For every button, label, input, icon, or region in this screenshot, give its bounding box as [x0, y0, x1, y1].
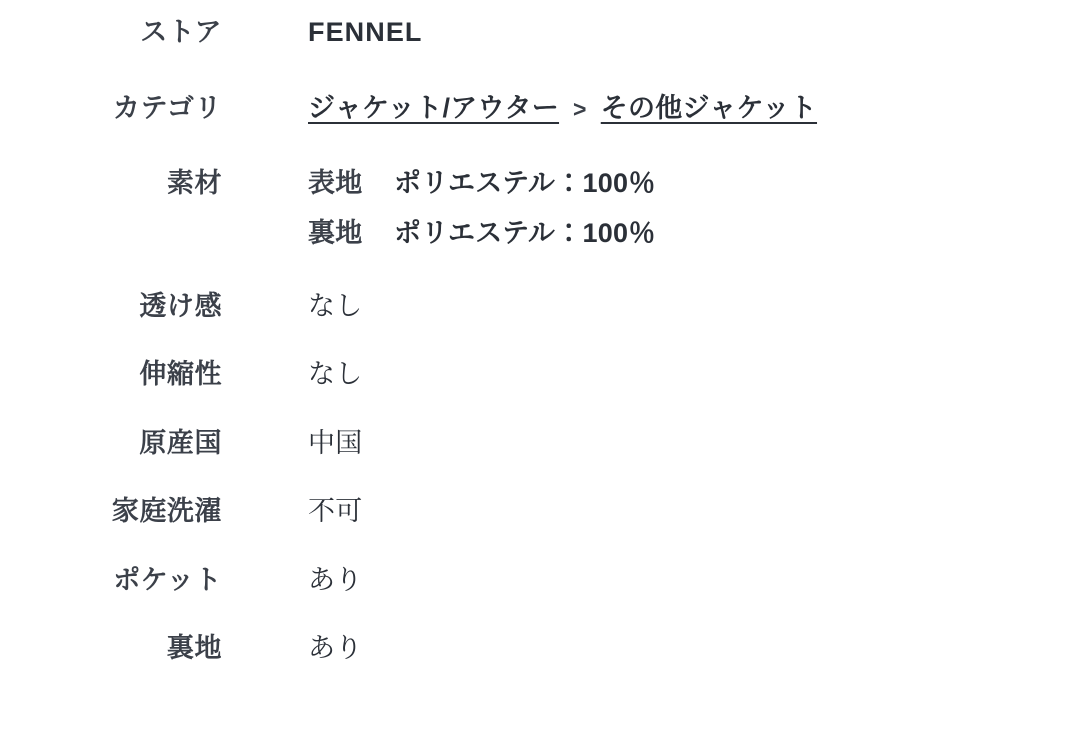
spec-value-home-wash: 不可 [308, 496, 363, 527]
spec-value-sheerness: なし [308, 290, 363, 321]
spec-row-home-wash [0, 493, 1080, 529]
spec-label-material: 素材 [166, 167, 222, 198]
spec-label-home-wash: 家庭洗濯 [111, 496, 222, 527]
material-line-lining [308, 215, 656, 251]
category-separator: > [573, 96, 587, 123]
material-sublabel-lining: 裏地 [308, 218, 363, 249]
spec-label-origin: 原産国 [139, 427, 222, 458]
material-sublabel-outer: 表地 [308, 167, 363, 198]
spec-value-store: FENNEL [308, 17, 423, 47]
material-block [308, 165, 656, 252]
spec-label-store: ストア [140, 17, 222, 47]
spec-label-sheerness: 透け感 [139, 290, 222, 321]
spec-row-pocket [0, 562, 1080, 598]
spec-value-pocket: あり [308, 564, 363, 595]
spec-value-origin: 中国 [308, 427, 363, 458]
spec-row-origin [0, 425, 1080, 461]
spec-row-stretch [0, 356, 1080, 392]
spec-value-lining: あり [308, 632, 363, 663]
spec-row-material [0, 165, 1080, 252]
spec-row-sheerness [0, 288, 1080, 324]
spec-label-stretch: 伸縮性 [139, 359, 222, 390]
spec-row-lining [0, 630, 1080, 666]
material-text-outer: ポリエステル：100％ [394, 167, 656, 198]
spec-value-material [222, 165, 656, 252]
category-link-child[interactable]: その他ジャケット [600, 93, 818, 124]
spec-row-category [0, 90, 1080, 126]
spec-value-category [222, 90, 817, 126]
spec-row-store [0, 14, 1080, 50]
material-line-outer [308, 165, 656, 201]
spec-label-pocket: ポケット [113, 564, 222, 595]
spec-label-category: カテゴリ [112, 93, 222, 124]
category-breadcrumb [308, 90, 817, 126]
spec-value-stretch: なし [308, 359, 363, 390]
material-text-lining: ポリエステル：100％ [394, 218, 656, 249]
category-link-parent[interactable]: ジャケット/アウター [308, 93, 560, 124]
spec-label-lining: 裏地 [166, 632, 222, 663]
